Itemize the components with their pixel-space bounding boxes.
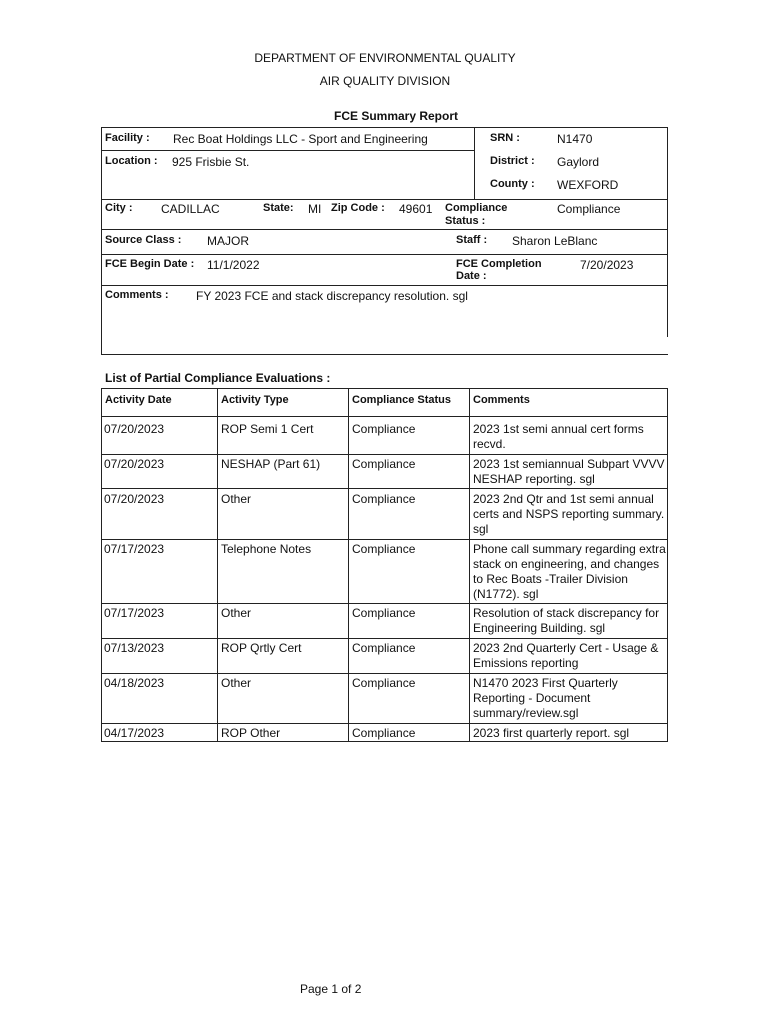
zip-label: Zip Code : <box>331 202 385 214</box>
comments-label: Comments : <box>105 289 169 301</box>
row-comments: Resolution of stack discrepancy for Engineering Building. sgl <box>473 606 660 635</box>
column-header-comments: Comments <box>473 394 530 406</box>
compliance-status-label-line1: Compliance <box>445 202 508 214</box>
source-class-label: Source Class : <box>105 234 182 246</box>
row-date: 07/17/2023 <box>104 542 165 556</box>
row-comments: 2023 2nd Qtr and 1st semi annual certs and NSPS reporting summary. sgl <box>473 492 665 536</box>
row-comments: 2023 1st semiannual Subpart VVVV NESHAP reporting. sgl <box>473 457 665 486</box>
district-label: District : <box>490 155 535 167</box>
srn-label: SRN : <box>490 132 520 144</box>
fce-begin-label: FCE Begin Date : <box>105 258 195 270</box>
row-date: 07/20/2023 <box>104 457 165 471</box>
location-label: Location : <box>105 155 158 167</box>
row-date: 04/18/2023 <box>104 676 165 690</box>
srn-value: N1470 <box>557 132 593 146</box>
row-status: Compliance <box>352 492 416 506</box>
row-date: 07/20/2023 <box>104 492 165 506</box>
row-comments: 2023 1st semi annual cert forms recvd. <box>473 422 644 451</box>
staff-value: Sharon LeBlanc <box>512 234 598 248</box>
zip-value: 49601 <box>399 202 433 216</box>
row-comments: 2023 2nd Quarterly Cert - Usage & Emissions reporting <box>473 641 659 670</box>
state-value: MI <box>308 202 322 216</box>
row-type: NESHAP (Part 61) <box>221 457 321 471</box>
row-comments: N1470 2023 First Quarterly Reporting - Document summary/review.sgl <box>473 676 618 720</box>
column-header-activity-type: Activity Type <box>221 394 289 406</box>
compliance-status-value: Compliance <box>557 202 621 216</box>
row-status: Compliance <box>352 457 416 471</box>
state-label: State: <box>263 202 294 214</box>
facility-label: Facility : <box>105 132 150 144</box>
row-date: 07/13/2023 <box>104 641 165 655</box>
department-heading: DEPARTMENT OF ENVIRONMENTAL QUALITY <box>254 51 516 65</box>
staff-label: Staff : <box>456 234 488 246</box>
fce-completion-value: 7/20/2023 <box>580 258 634 272</box>
row-type: ROP Other <box>221 726 281 740</box>
fce-completion-label-line2: Date : <box>456 270 487 282</box>
comments-value: FY 2023 FCE and stack discrepancy resolution. sgl <box>196 289 468 303</box>
location-value: 925 Frisbie St. <box>172 155 250 169</box>
pce-section-title: List of Partial Compliance Evaluations : <box>105 371 331 385</box>
row-status: Compliance <box>352 542 416 556</box>
city-label: City : <box>105 202 133 214</box>
row-date: 07/17/2023 <box>104 606 165 620</box>
row-status: Compliance <box>352 726 416 740</box>
report-title: FCE Summary Report <box>333 109 459 123</box>
row-type: ROP Qrtly Cert <box>221 641 302 655</box>
row-date: 07/20/2023 <box>104 422 165 436</box>
row-type: Other <box>221 676 252 690</box>
row-status: Compliance <box>352 641 416 655</box>
county-value: WEXFORD <box>557 178 619 192</box>
county-label: County : <box>490 178 535 190</box>
row-status: Compliance <box>352 676 416 690</box>
column-header-activity-date: Activity Date <box>105 394 172 406</box>
row-type: ROP Semi 1 Cert <box>221 422 314 436</box>
fce-completion-label-line1: FCE Completion <box>456 258 542 270</box>
fce-begin-value: 11/1/2022 <box>207 258 260 272</box>
city-value: CADILLAC <box>161 202 220 216</box>
compliance-status-label-line2: Status : <box>445 215 486 227</box>
row-comments: 2023 first quarterly report. sgl <box>473 726 630 740</box>
page-number: Page 1 of 2 <box>300 982 362 996</box>
row-status: Compliance <box>352 606 416 620</box>
division-heading: AIR QUALITY DIVISION <box>319 74 451 88</box>
row-type: Telephone Notes <box>221 542 312 556</box>
column-header-compliance-status: Compliance Status <box>352 394 452 406</box>
source-class-value: MAJOR <box>207 234 249 248</box>
row-date: 04/17/2023 <box>104 726 165 740</box>
district-value: Gaylord <box>557 155 600 169</box>
row-comments: Phone call summary regarding extra stack on engineering, and changes to Rec Boats -Trailer Division (N1772). sgl <box>473 542 666 601</box>
row-type: Other <box>221 606 252 620</box>
row-type: Other <box>221 492 252 506</box>
facility-value: Rec Boat Holdings LLC - Sport and Engineering <box>173 132 428 146</box>
row-status: Compliance <box>352 422 416 436</box>
